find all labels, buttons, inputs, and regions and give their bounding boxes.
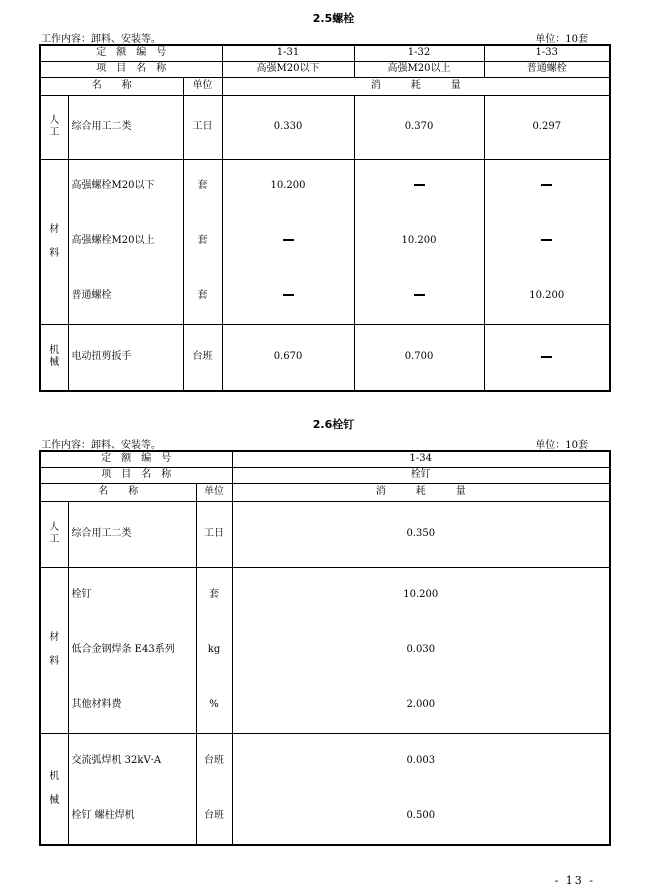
item-name: 普通螺栓 [484, 61, 610, 77]
resource-name: 高强螺栓M20以上 [71, 234, 155, 246]
resource-name: 栓钉 螺柱焊机 [71, 809, 135, 821]
value-cell: 10.200 [270, 179, 306, 191]
section-title: 2.5螺栓 [312, 12, 355, 25]
resource-name: 综合用工二类 [68, 95, 183, 159]
resource-unit: 台班 [183, 324, 222, 391]
value-cell: 0.330 [222, 95, 354, 159]
group-labor: 人工 [40, 95, 68, 159]
group-machine: 机械 [40, 324, 68, 391]
resource-name: 高强螺栓M20以下 [71, 179, 155, 191]
work-content: 工作内容：卸料、安装等。 [41, 440, 161, 451]
quota-code-label: 定 额 编 号 [40, 45, 222, 61]
item-name-label: 项 目 名 称 [40, 61, 222, 77]
item-name-label: 项 目 名 称 [40, 467, 232, 483]
group-machine: 机械 [40, 733, 68, 845]
value-cell: 0.670 [222, 324, 354, 391]
group-material: 材料 [40, 159, 68, 324]
value-cell: 10.200 [401, 234, 437, 246]
quota-table-bolts [39, 44, 611, 392]
resource-name: 普通螺栓 [71, 289, 112, 301]
resource-unit: 工日 [196, 501, 232, 567]
dash-mark [223, 235, 354, 247]
value-cell: 0.500 [406, 809, 436, 821]
resource-unit: 工日 [183, 95, 222, 159]
quota-code: 1-34 [232, 451, 610, 467]
dash-mark [355, 290, 484, 302]
resource-name: 栓钉 [71, 588, 92, 600]
item-name: 栓钉 [232, 467, 610, 483]
name-column-header: 名 称 [40, 483, 196, 501]
quota-table-studs [39, 450, 611, 846]
resource-name: 其他材料费 [71, 698, 122, 710]
resource-name: 交流弧焊机 32kV·A [71, 754, 162, 766]
resource-unit: 套 [209, 588, 219, 600]
dash-mark [223, 290, 354, 302]
name-column-header: 名 称 [40, 77, 183, 95]
value-cell: 10.200 [403, 588, 439, 600]
item-name: 高强M20以上 [354, 61, 484, 77]
resource-name: 电动扭剪扳手 [68, 324, 183, 391]
resource-name: 综合用工二类 [68, 501, 196, 567]
dash-mark [484, 324, 610, 391]
value-cell: 0.700 [354, 324, 484, 391]
value-cell: 0.297 [484, 95, 610, 159]
resource-unit: 套 [197, 289, 208, 301]
unit-note: 单位：10套 [535, 34, 588, 45]
resource-unit: 套 [197, 179, 208, 191]
resource-unit: % [209, 698, 219, 710]
dash-mark [485, 180, 610, 192]
value-cell: 0.003 [406, 754, 436, 766]
quota-code: 1-32 [354, 45, 484, 61]
resource-unit: 套 [197, 234, 208, 246]
dash-mark [355, 180, 484, 192]
value-cell: 0.370 [354, 95, 484, 159]
value-cell: 2.000 [406, 698, 436, 710]
group-labor: 人工 [40, 501, 68, 567]
section-title: 2.6栓钉 [312, 418, 355, 431]
unit-note: 单位：10套 [535, 440, 588, 451]
group-material: 材料 [40, 567, 68, 733]
item-name: 高强M20以下 [222, 61, 354, 77]
consumption-header: 消 耗 量 [232, 483, 610, 501]
consumption-header: 消 耗 量 [222, 77, 610, 95]
quota-code-label: 定 额 编 号 [40, 451, 232, 467]
value-cell: 0.350 [232, 501, 610, 567]
value-cell: 0.030 [406, 643, 436, 655]
quota-code: 1-31 [222, 45, 354, 61]
page-number: - 13 - [554, 874, 595, 887]
resource-unit: 台班 [204, 809, 224, 821]
unit-column-header: 单位 [196, 483, 232, 501]
resource-unit: 台班 [204, 754, 224, 766]
resource-unit: kg [207, 643, 221, 655]
value-cell: 10.200 [529, 289, 565, 301]
unit-column-header: 单位 [183, 77, 222, 95]
work-content: 工作内容：卸料、安装等。 [41, 34, 161, 45]
quota-code: 1-33 [484, 45, 610, 61]
dash-mark [485, 235, 610, 247]
resource-name: 低合金钢焊条 E43系列 [71, 643, 175, 655]
